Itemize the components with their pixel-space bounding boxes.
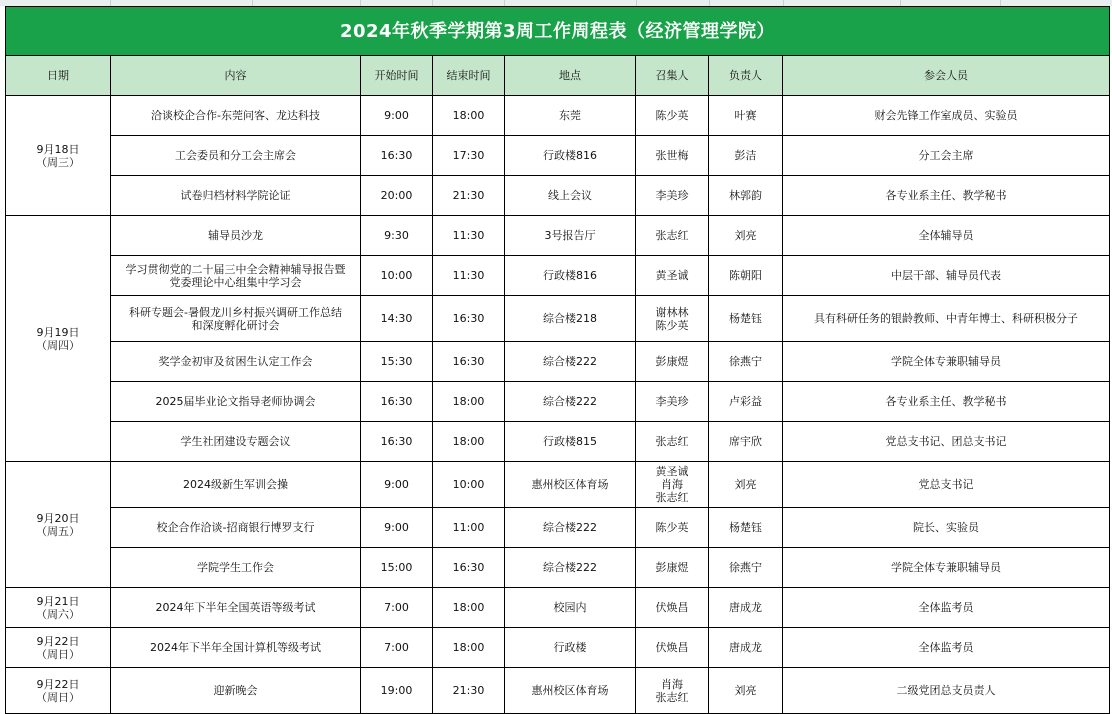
end-time-cell: 16:30: [433, 548, 505, 588]
content-cell: [111, 342, 361, 382]
leader-cell: 刘亮: [709, 462, 783, 508]
convener-cell-line: 陈少英: [655, 109, 689, 122]
convener-cell-line: 李美珍: [655, 189, 689, 202]
location-cell: 线上会议: [505, 176, 636, 216]
end-time-cell: 11:30: [433, 216, 505, 256]
location-cell: 综合楼218: [505, 296, 636, 342]
end-time-cell: 16:30: [433, 296, 505, 342]
date-text: 9月19日: [36, 325, 80, 339]
start-time-cell: 20:00: [361, 176, 433, 216]
content-cell: [111, 176, 361, 216]
end-time-cell: 10:00: [433, 462, 505, 508]
start-time-cell: 9:00: [361, 508, 433, 548]
content-cell-line: 学习贯彻党的二十届三中全会精神辅导报告暨: [125, 262, 346, 276]
location-cell: 行政楼: [505, 628, 636, 668]
content-cell: [111, 628, 361, 668]
date-cell: [6, 462, 111, 588]
date-text: 9月22日: [36, 634, 80, 648]
content-cell: [111, 136, 361, 176]
convener-cell-line: 黄圣诚: [655, 269, 689, 282]
leader-cell: 杨楚钰: [709, 508, 783, 548]
content-cell-line: 迎新晚会: [213, 684, 258, 697]
content-cell: [111, 422, 361, 462]
start-time-cell: 10:00: [361, 256, 433, 296]
attendees-cell: 全体监考员: [783, 628, 1110, 668]
content-cell: [111, 296, 361, 342]
content-cell: [111, 462, 361, 508]
leader-cell: 杨楚钰: [709, 296, 783, 342]
convener-cell-line: 张志红: [655, 690, 689, 704]
table-row: [6, 548, 1110, 588]
weekday-text: （周四）: [36, 338, 80, 352]
location-cell: 惠州校区体育场: [505, 462, 636, 508]
end-time-cell: 18:00: [433, 588, 505, 628]
content-cell-line: 2025届毕业论文指导老师协调会: [155, 395, 316, 408]
attendees-cell: 党总支书记: [783, 462, 1110, 508]
start-time-cell: 7:00: [361, 628, 433, 668]
convener-cell-line: 谢林林: [655, 305, 689, 319]
convener-cell-line: 张世梅: [655, 149, 689, 162]
content-cell-line: 科研专题会-暑假龙川乡村振兴调研工作总结: [129, 305, 342, 319]
table-row: [6, 668, 1110, 714]
content-cell-line: 2024年下半年全国计算机等级考试: [150, 641, 321, 654]
table-row: [6, 256, 1110, 296]
convener-cell: [636, 342, 709, 382]
leader-cell: 彭洁: [709, 136, 783, 176]
location-cell: 综合楼222: [505, 342, 636, 382]
location-cell: 行政楼816: [505, 136, 636, 176]
convener-cell-line: 伏焕昌: [655, 641, 689, 654]
leader-cell: 陈朝阳: [709, 256, 783, 296]
leader-cell: 刘亮: [709, 216, 783, 256]
date-cell: [6, 588, 111, 628]
convener-cell: [636, 548, 709, 588]
content-cell-line: 和深度孵化研讨会: [191, 318, 280, 332]
attendees-cell: 院长、实验员: [783, 508, 1110, 548]
attendees-cell: 分工会主席: [783, 136, 1110, 176]
attendees-cell: 全体监考员: [783, 588, 1110, 628]
start-time-cell: 14:30: [361, 296, 433, 342]
convener-cell: [636, 628, 709, 668]
convener-cell-line: 肖海: [661, 478, 683, 491]
weekday-text: （周三）: [36, 155, 80, 169]
end-time-cell: 17:30: [433, 136, 505, 176]
end-time-cell: 18:00: [433, 628, 505, 668]
header-location: 地点: [505, 56, 636, 96]
end-time-cell: 18:00: [433, 382, 505, 422]
convener-cell-line: 张志红: [655, 435, 689, 448]
location-cell: 行政楼815: [505, 422, 636, 462]
convener-cell-line: 陈少英: [655, 521, 689, 534]
content-cell-line: 奖学金初审及贫困生认定工作会: [158, 355, 313, 368]
attendees-cell: 二级党团总支员责人: [783, 668, 1110, 714]
header-start-time: 开始时间: [361, 56, 433, 96]
convener-cell: [636, 216, 709, 256]
end-time-cell: 21:30: [433, 668, 505, 714]
date-text: 9月22日: [36, 677, 80, 691]
start-time-cell: 15:00: [361, 548, 433, 588]
location-cell: 综合楼222: [505, 382, 636, 422]
header-convener: 召集人: [636, 56, 709, 96]
convener-cell-line: 张志红: [655, 491, 689, 504]
end-time-cell: 11:30: [433, 256, 505, 296]
convener-cell-line: 彭康煜: [655, 355, 689, 368]
leader-cell: 林郭韵: [709, 176, 783, 216]
attendees-cell: 财会先锋工作室成员、实验员: [783, 96, 1110, 136]
content-cell-line: 试卷归档材料学院论证: [180, 189, 291, 202]
header-attendees: 参会人员: [783, 56, 1110, 96]
attendees-cell: 学院全体专兼职辅导员: [783, 342, 1110, 382]
convener-cell-line: 陈少英: [655, 318, 689, 332]
leader-cell: 刘亮: [709, 668, 783, 714]
location-cell: 综合楼222: [505, 508, 636, 548]
convener-cell: [636, 176, 709, 216]
location-cell: 综合楼222: [505, 548, 636, 588]
date-text: 9月18日: [36, 142, 80, 156]
start-time-cell: 15:30: [361, 342, 433, 382]
content-cell: [111, 256, 361, 296]
convener-cell: [636, 462, 709, 508]
convener-cell: [636, 668, 709, 714]
content-cell-line: 学生社团建设专题会议: [180, 435, 291, 448]
convener-cell: [636, 96, 709, 136]
content-cell-line: 工会委员和分工会主席会: [175, 149, 296, 162]
convener-cell: [636, 136, 709, 176]
content-cell-line: 2024年下半年全国英语等级考试: [155, 601, 316, 614]
table-row: [6, 176, 1110, 216]
date-cell: [6, 96, 111, 216]
convener-cell: [636, 508, 709, 548]
table-row: [6, 96, 1110, 136]
weekday-text: （周日）: [36, 647, 80, 661]
content-cell: [111, 668, 361, 714]
end-time-cell: 18:00: [433, 96, 505, 136]
table-row: [6, 136, 1110, 176]
start-time-cell: 7:00: [361, 588, 433, 628]
content-cell: [111, 508, 361, 548]
table-row: [6, 628, 1110, 668]
attendees-cell: 学院全体专兼职辅导员: [783, 548, 1110, 588]
start-time-cell: 16:30: [361, 422, 433, 462]
start-time-cell: 9:30: [361, 216, 433, 256]
attendees-cell: 各专业系主任、教学秘书: [783, 176, 1110, 216]
weekday-text: （周五）: [36, 524, 80, 538]
table-title: 2024年秋季学期第3周工作周程表（经济管理学院）: [6, 7, 1110, 56]
leader-cell: 唐成龙: [709, 588, 783, 628]
attendees-cell: 中层干部、辅导员代表: [783, 256, 1110, 296]
convener-cell-line: 彭康煜: [655, 561, 689, 574]
end-time-cell: 11:00: [433, 508, 505, 548]
schedule-table: [5, 6, 1110, 714]
convener-cell: [636, 588, 709, 628]
date-cell: [6, 668, 111, 714]
location-cell: 校园内: [505, 588, 636, 628]
leader-cell: 徐燕宁: [709, 548, 783, 588]
convener-cell-line: 肖海: [661, 677, 683, 691]
content-cell-line: 洽谈校企合作-东莞问客、龙达科技: [151, 109, 320, 122]
header-end-time: 结束时间: [433, 56, 505, 96]
convener-cell-line: 张志红: [655, 229, 689, 242]
end-time-cell: 18:00: [433, 422, 505, 462]
table-row: [6, 462, 1110, 508]
leader-cell: 叶赛: [709, 96, 783, 136]
start-time-cell: 9:00: [361, 96, 433, 136]
header-row: [6, 56, 1110, 96]
header-leader: 负责人: [709, 56, 783, 96]
convener-cell: [636, 422, 709, 462]
content-cell: [111, 96, 361, 136]
leader-cell: 卢彩益: [709, 382, 783, 422]
table-row: [6, 296, 1110, 342]
convener-cell: [636, 382, 709, 422]
attendees-cell: 具有科研任务的银龄教师、中青年博士、科研积极分子: [783, 296, 1110, 342]
end-time-cell: 21:30: [433, 176, 505, 216]
content-cell: [111, 382, 361, 422]
table-row: [6, 382, 1110, 422]
content-cell-line: 党委理论中心组集中学习会: [169, 275, 302, 289]
start-time-cell: 16:30: [361, 382, 433, 422]
leader-cell: 唐成龙: [709, 628, 783, 668]
date-text: 9月21日: [36, 594, 80, 608]
attendees-cell: 各专业系主任、教学秘书: [783, 382, 1110, 422]
start-time-cell: 9:00: [361, 462, 433, 508]
content-cell: [111, 588, 361, 628]
table-row: [6, 216, 1110, 256]
content-cell-line: 校企合作洽谈-招商银行博罗支行: [156, 521, 315, 534]
convener-cell-line: 李美珍: [655, 395, 689, 408]
content-cell-line: 2024级新生军训会操: [183, 478, 288, 491]
date-cell: [6, 628, 111, 668]
content-cell-line: 学院学生工作会: [197, 561, 274, 574]
start-time-cell: 16:30: [361, 136, 433, 176]
location-cell: 3号报告厅: [505, 216, 636, 256]
weekday-text: （周日）: [36, 690, 80, 704]
end-time-cell: 16:30: [433, 342, 505, 382]
content-cell: [111, 548, 361, 588]
convener-cell: [636, 296, 709, 342]
attendees-cell: 党总支书记、团总支书记: [783, 422, 1110, 462]
weekday-text: （周六）: [36, 607, 80, 621]
content-cell-line: 辅导员沙龙: [208, 229, 263, 242]
table-row: [6, 342, 1110, 382]
convener-cell-line: 黄圣诚: [655, 465, 689, 478]
location-cell: 惠州校区体育场: [505, 668, 636, 714]
date-text: 9月20日: [36, 511, 80, 525]
header-content: 内容: [111, 56, 361, 96]
date-cell: [6, 216, 111, 462]
table-row: [6, 588, 1110, 628]
table-row: [6, 422, 1110, 462]
table-row: [6, 508, 1110, 548]
location-cell: 东莞: [505, 96, 636, 136]
content-cell: [111, 216, 361, 256]
leader-cell: 徐燕宁: [709, 342, 783, 382]
convener-cell: [636, 256, 709, 296]
location-cell: 行政楼816: [505, 256, 636, 296]
convener-cell-line: 伏焕昌: [655, 601, 689, 614]
leader-cell: 席宇欣: [709, 422, 783, 462]
attendees-cell: 全体辅导员: [783, 216, 1110, 256]
header-date: 日期: [6, 56, 111, 96]
start-time-cell: 19:00: [361, 668, 433, 714]
